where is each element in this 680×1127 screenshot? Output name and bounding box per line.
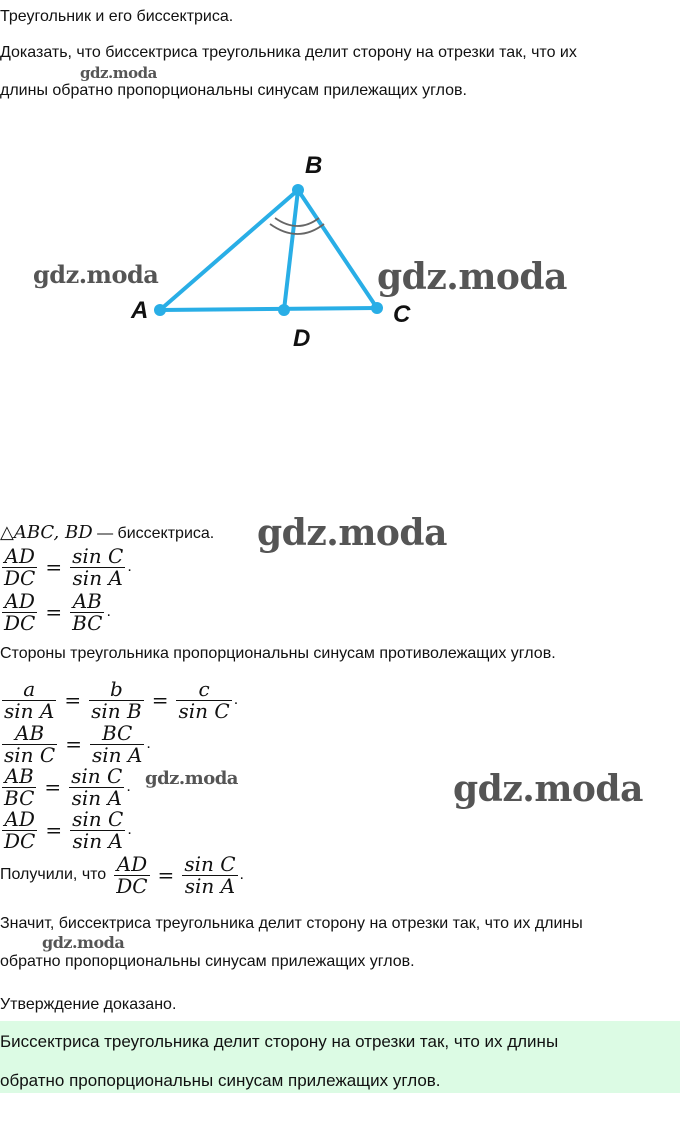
- given-text: — биссектриса.: [97, 525, 215, 542]
- point-b: [292, 184, 304, 196]
- label-a: A: [131, 297, 149, 324]
- equation-5: $\frac{AB}{BC}$ = $\frac{\text{sin C}}{\text{sin A}}$ .: [4, 765, 131, 809]
- watermark: gdz.moda: [80, 64, 157, 82]
- angle-arc-1: [275, 218, 319, 226]
- given-math: △ABC, BD: [0, 522, 93, 543]
- problem-title: Треугольник и его биссектриса.: [0, 8, 234, 25]
- law-of-sines-text: Стороны треугольника пропорциональны синусам противолежащих углов.: [0, 645, 556, 662]
- equation-4: $\frac{AB}{\text{sin C}}$ = $\frac{BC}{\text{sin A}}$ .: [4, 722, 151, 766]
- bisector-bd: [284, 190, 298, 310]
- answer-line-2: обратно пропорциональны синусам прилежащих углов.: [0, 1071, 441, 1090]
- conclusion-line-2: обратно пропорциональны синусам прилежащих углов.: [0, 953, 415, 970]
- answer-line-1: Биссектриса треугольника делит сторону на отрезки так, что их длины: [0, 1032, 559, 1051]
- watermark: gdz.moda: [377, 256, 567, 298]
- equation-6: $\frac{AD}{DC}$ = $\frac{\text{sin C}}{\text{sin A}}$ .: [4, 808, 132, 852]
- task-line-2: длины обратно пропорциональны синусам прилежащих углов.: [0, 82, 467, 99]
- conclusion-line-1: Значит, биссектриса треугольника делит сторону на отрезки так, что их длины: [0, 915, 583, 932]
- watermark: gdz.moda: [453, 768, 643, 810]
- watermark: gdz.moda: [145, 768, 238, 789]
- equation-2: $\frac{AD}{DC}$ = $\frac{AB}{BC}$ .: [4, 590, 111, 634]
- point-c: [371, 302, 383, 314]
- equation-1: $\frac{AD}{DC}$ = $\frac{\text{sin C}}{\text{sin A}}$ .: [4, 545, 132, 589]
- side-ac: [160, 308, 377, 310]
- given-line: [0, 522, 214, 543]
- side-ab: [160, 190, 298, 310]
- watermark: gdz.moda: [257, 512, 447, 554]
- task-line-1: Доказать, что биссектриса треугольника делит сторону на отрезки так, что их: [0, 44, 577, 61]
- label-c: C: [393, 301, 411, 328]
- result-text: Получили, что: [0, 866, 107, 883]
- point-a: [154, 304, 166, 316]
- triangle-figure: [0, 130, 680, 370]
- watermark: gdz.moda: [33, 260, 159, 289]
- equation-3: $\frac{a}{\text{sin A}}$ = $\frac{b}{\text{sin B}}$ = $\frac{c}{\text{sin C}}$ .: [4, 678, 239, 722]
- label-d: D: [293, 325, 311, 352]
- proved-text: Утверждение доказано.: [0, 996, 177, 1013]
- label-b: B: [305, 152, 323, 179]
- point-d: [278, 304, 290, 316]
- side-bc: [298, 190, 377, 308]
- watermark: gdz.moda: [42, 933, 125, 952]
- result-line: Получили, что $\frac{AD}{DC}$ = $\frac{\text{sin C}}{\text{sin A}}$ .: [0, 852, 244, 898]
